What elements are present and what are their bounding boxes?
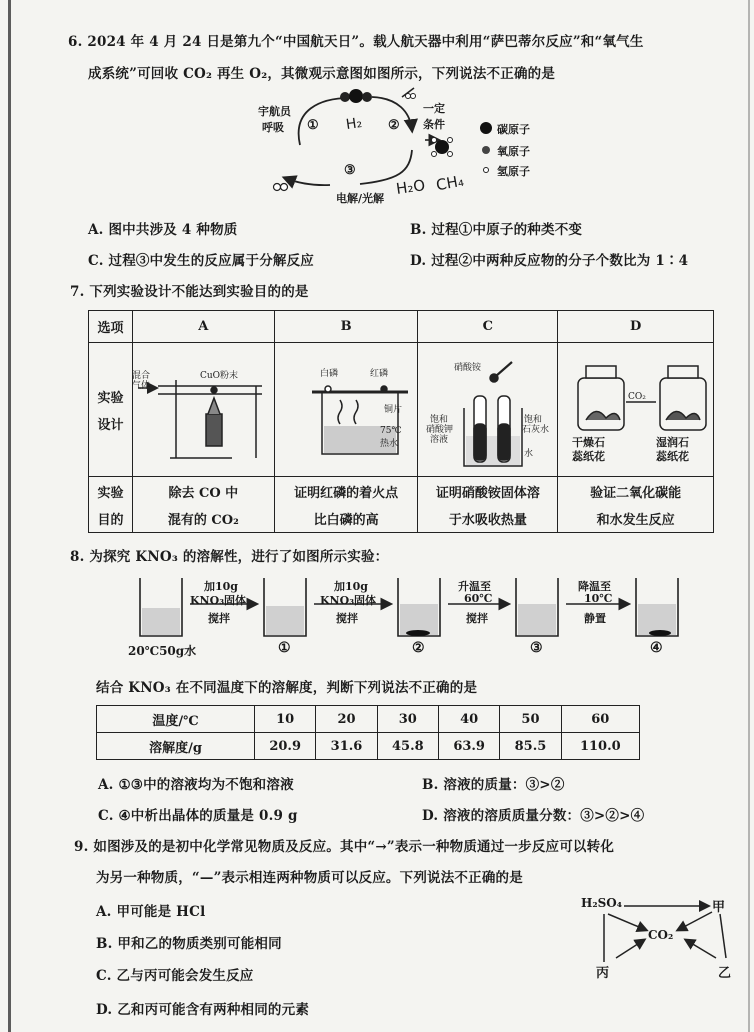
step3-line3: 搅拌 [466, 612, 488, 625]
step-2-label: ② [388, 118, 400, 133]
q7-stem: 7. 下列实验设计不能达到实验目的的是 [70, 284, 309, 300]
b-label-white-p: 白磷 [320, 369, 339, 379]
a-label-gas-2: 气体 [132, 381, 151, 391]
solubility-cell: 31.6 [316, 733, 377, 760]
temp-header: 温度/℃ [97, 706, 255, 733]
solubility-cell: 110.0 [561, 733, 639, 760]
purpose-b-line2: 比白磷的高 [313, 512, 379, 528]
q7-col-c: C [418, 311, 558, 343]
row-purpose-text-2: 目的 [97, 512, 124, 528]
purpose-a-line2: 混有的 CO₂ [167, 512, 239, 528]
q7-col-b: B [274, 311, 418, 343]
temp-cell: 50 [500, 706, 561, 733]
purpose-c-line2: 于水吸收热量 [448, 512, 527, 528]
d-label-left-1: 干燥石 [572, 436, 605, 449]
beaker-3-label: ③ [530, 640, 543, 656]
q8-combine-text: 结合 KNO₃ 在不同温度下的溶解度，判断下列说法不正确的是 [96, 680, 478, 696]
node-jia: 甲 [712, 900, 726, 915]
d-label-right-2: 蕊纸花 [656, 450, 689, 463]
node-bing: 丙 [596, 966, 610, 981]
step-3-label: ③ [344, 163, 356, 178]
q8-option-d: D. 溶液的溶质质量分数：③>②>④ [422, 808, 645, 824]
beaker-2-label: ② [412, 640, 425, 656]
q9-option-d: D. 乙和丙可能含有两种相同的元素 [96, 1002, 310, 1018]
q8-option-b: B. 溶液的质量：③>② [422, 777, 565, 793]
legend-hydrogen-label: 氢原子 [497, 165, 530, 178]
q9-stem-line1: 9. 如图涉及的是初中化学常见物质及反应。其中“→”表示一种物质通过一步反应可以转化 [74, 839, 615, 855]
legend-oxygen-label: 氧原子 [497, 145, 530, 158]
q6-option-b: B. 过程①中原子的种类不变 [410, 222, 583, 238]
temp-cell: 40 [438, 706, 499, 733]
step4-line3: 静置 [584, 612, 606, 625]
a-label-gas-1: 混合 [132, 371, 151, 381]
q6-stem-line1: 6. 2024 年 4 月 24 日是第九个“中国航天日”。载人航天器中利用“萨巴蒂尔反应”和“氧气生 [68, 34, 644, 50]
q7-col-a: A [132, 311, 274, 343]
c-label-right-2: 石灰水 [522, 425, 550, 435]
purpose-d-line1: 验证二氧化碳能 [590, 485, 682, 501]
c-label-right-1: 饱和 [524, 415, 543, 425]
solubility-cell: 63.9 [438, 733, 499, 760]
q9-stem-line2: 为另一种物质，“—”表示相连两种物质可以反应。下列说法不正确的是 [96, 870, 523, 886]
c-label-left-2: 硝酸钾 [426, 425, 454, 435]
b-label-temp: 75℃ [380, 426, 402, 436]
q6-stem-line2: 成系统”可回收 CO₂ 再生 O₂，其微观示意图如图所示，下列说法不正确的是 [88, 66, 556, 82]
row-purpose-text-1: 实验 [97, 485, 124, 501]
c-label-solid: 硝酸铵 [454, 363, 482, 373]
start-beaker-label: 20℃50g水 [128, 644, 197, 658]
step3-line1: 升温至 [458, 580, 491, 593]
label-condition-1: 一定 [423, 102, 445, 115]
step1-line2: KNO₃固体 [190, 594, 247, 607]
q8-stem: 8. 为探究 KNO₃ 的溶解性，进行了如图所示实验： [70, 549, 389, 565]
purpose-d-line2: 和水发生反应 [596, 512, 675, 528]
solubility-cell: 45.8 [377, 733, 438, 760]
label-respire-1: 宇航员 [258, 105, 291, 118]
q6-option-a: A. 图中共涉及 4 种物质 [88, 222, 238, 238]
d-label-gas: CO₂ [628, 392, 646, 402]
step2-line3: 搅拌 [336, 612, 358, 625]
b-label-copper: 铜片 [384, 405, 403, 415]
temp-cell: 60 [561, 706, 639, 733]
step-1-label: ① [307, 118, 319, 133]
d-label-right-1: 湿润石 [656, 436, 689, 449]
q7-header-option: 选项 [89, 311, 133, 343]
q8-option-c: C. ④中析出晶体的质量是 0.9 g [98, 808, 298, 824]
step4-line1: 降温至 [578, 580, 611, 593]
q9-option-a: A. 甲可能是 HCl [96, 904, 206, 920]
node-yi: 乙 [718, 966, 732, 981]
handwritten-h2: H₂ [344, 114, 364, 134]
temp-cell: 20 [316, 706, 377, 733]
label-electrolysis: 电解/光解 [336, 192, 385, 205]
q6-option-c: C. 过程③中发生的反应属于分解反应 [88, 253, 315, 269]
b-label-water: 热水 [380, 439, 399, 449]
step1-line3: 搅拌 [208, 612, 230, 625]
c-label-left-1: 饱和 [430, 415, 449, 425]
solubility-cell: 20.9 [255, 733, 316, 760]
q6-option-d: D. 过程②中两种反应物的分子个数比为 1∶4 [410, 253, 689, 269]
purpose-a-line1: 除去 CO 中 [168, 485, 239, 501]
step2-line1: 加10g [334, 580, 368, 593]
legend-carbon-label: 碳原子 [497, 123, 530, 136]
handwritten-h2o: H₂O [394, 176, 427, 198]
purpose-b-line1: 证明红磷的着火点 [294, 485, 399, 501]
q8-option-a: A. ①③中的溶液均为不饱和溶液 [98, 777, 294, 793]
q9-option-b: B. 甲和乙的物质类别可能相同 [96, 936, 282, 952]
step1-line1: 加10g [204, 580, 238, 593]
node-co2: CO₂ [648, 928, 674, 942]
temp-cell: 10 [255, 706, 316, 733]
row-design-text-1: 实验 [97, 390, 124, 406]
d-label-left-2: 蕊纸花 [572, 450, 605, 463]
solubility-cell: 85.5 [500, 733, 561, 760]
label-condition-2: 条件 [423, 118, 445, 131]
step2-line2: KNO₃固体 [320, 594, 377, 607]
step3-line2: 60℃ [464, 592, 493, 605]
solubility-header: 溶解度/g [97, 733, 255, 760]
node-h2so4: H₂SO₄ [581, 896, 622, 910]
c-label-water: 水 [524, 449, 534, 459]
beaker-1-label: ① [278, 640, 291, 656]
q7-col-d: D [558, 311, 714, 343]
a-label-powder: CuO粉末 [200, 371, 239, 381]
handwritten-ch4: CH₄ [434, 171, 466, 195]
b-label-red-p: 红磷 [370, 369, 389, 379]
q9-option-c: C. 乙与丙可能会发生反应 [96, 968, 254, 984]
label-respire-2: 呼吸 [262, 121, 284, 134]
temp-cell: 30 [377, 706, 438, 733]
purpose-c-line1: 证明硝酸铵固体溶 [435, 485, 540, 501]
step4-line2: 10℃ [584, 592, 613, 605]
beaker-4-label: ④ [650, 640, 663, 656]
c-label-left-3: 溶液 [430, 435, 449, 445]
row-design-text-2: 设计 [97, 417, 124, 433]
